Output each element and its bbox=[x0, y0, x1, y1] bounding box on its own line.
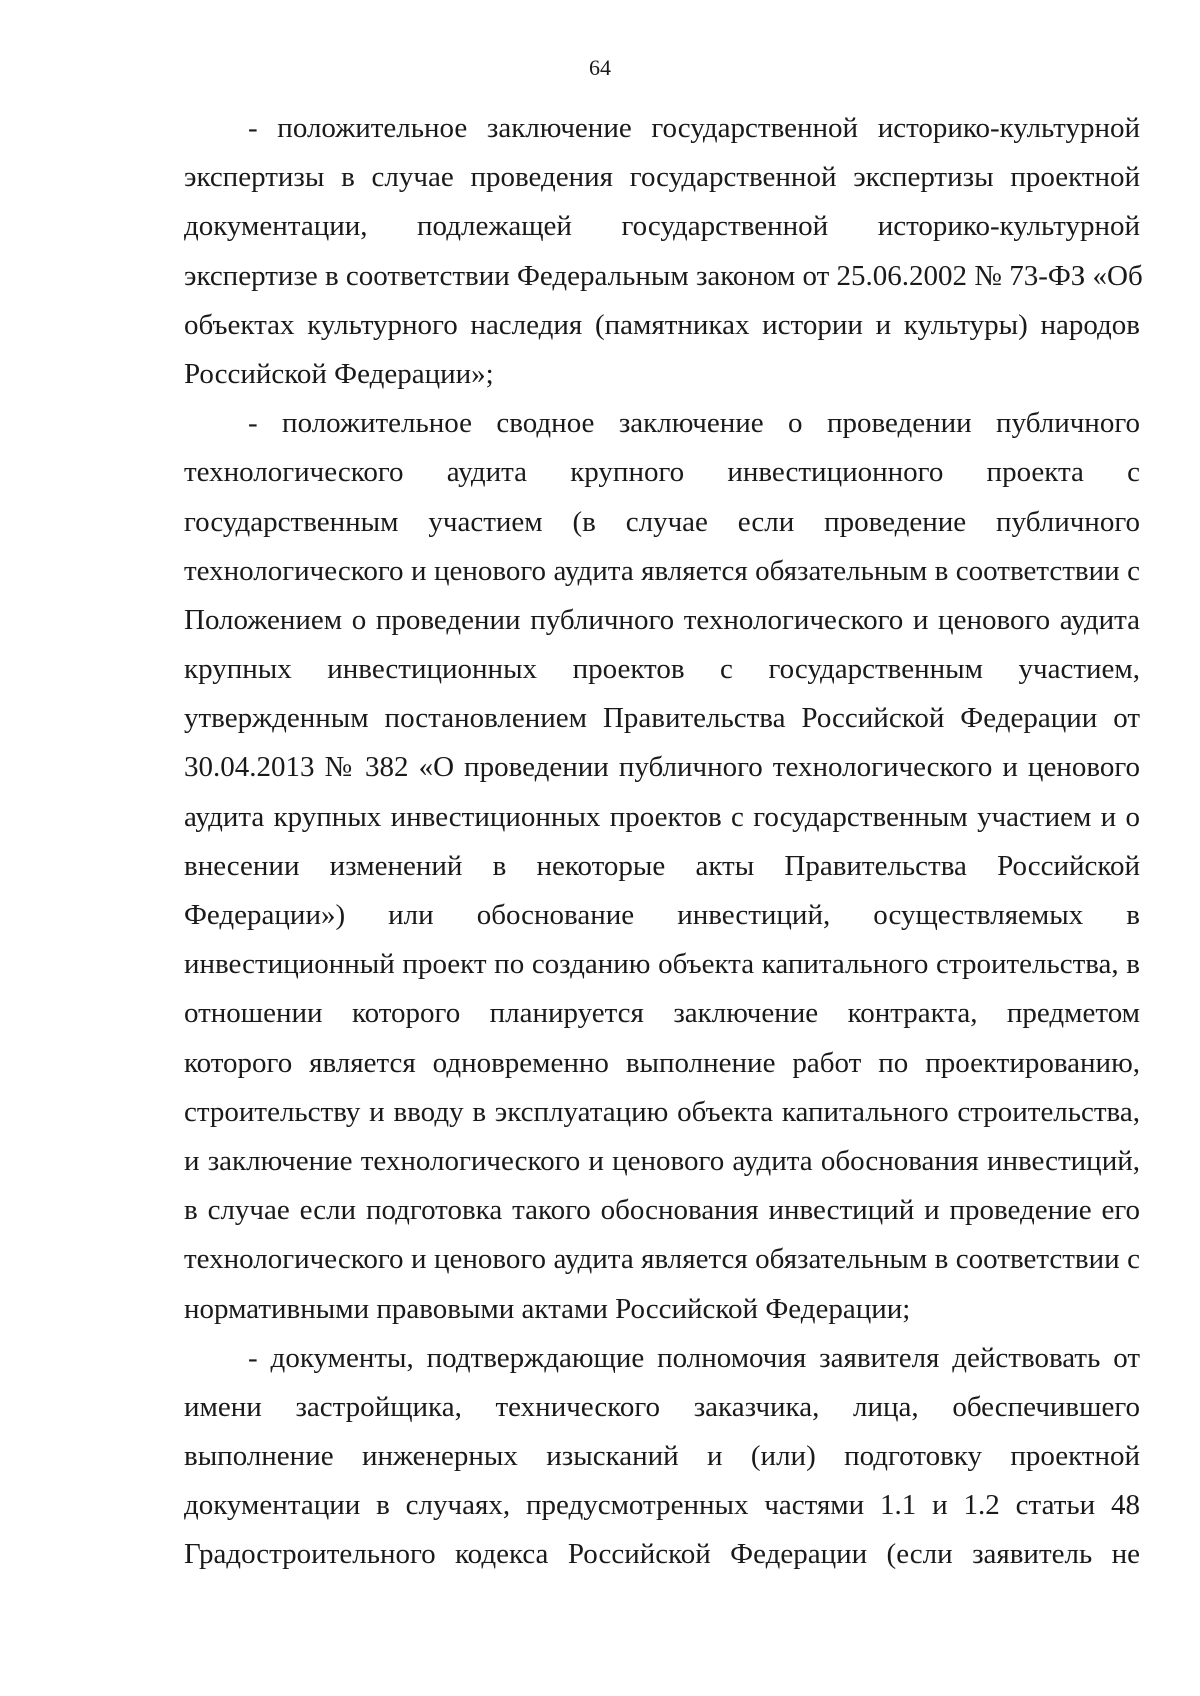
text-line: - документы, подтверждающие полномочия заявителя действовать от bbox=[248, 1341, 1140, 1374]
text-line: технологического и ценового аудита является обязательным в соответствии с bbox=[184, 554, 1140, 587]
text-line: Градостроительного кодекса Российской Федерации (если заявитель не bbox=[184, 1538, 1140, 1571]
text-line: документации в случаях, предусмотренных частями 1.1 и 1.2 статьи 48 bbox=[184, 1489, 1140, 1522]
text-line: утвержденным постановлением Правительства Российской Федерации от bbox=[184, 702, 1140, 735]
text-line: - положительное заключение государственной историко-культурной bbox=[248, 112, 1140, 144]
text-line: внесении изменений в некоторые акты Правительства Российской bbox=[184, 849, 1140, 882]
text-line: выполнение инженерных изысканий и (или) подготовку проектной bbox=[184, 1440, 1140, 1473]
text-line: государственным участием (в случае если проведение публичного bbox=[184, 505, 1140, 538]
body-text bbox=[184, 104, 1143, 1580]
text-line: инвестиционный проект по созданию объекта капитального строительства, в bbox=[184, 948, 1140, 981]
page-number: 64 bbox=[589, 55, 611, 80]
text-line: строительству и вводу в эксплуатацию объекта капитального строительства, bbox=[184, 1095, 1140, 1128]
text-line: Федерации») или обоснование инвестиций, осуществляемых в bbox=[184, 899, 1140, 931]
text-line: имени застройщика, технического заказчика, лица, обеспечившего bbox=[184, 1390, 1140, 1423]
text-line: отношении которого планируется заключение контракта, предметом bbox=[184, 997, 1140, 1030]
text-line: 30.04.2013 № 382 «О проведении публичного технологического и ценового bbox=[184, 751, 1140, 784]
text-line: аудита крупных инвестиционных проектов с государственным участием и о bbox=[184, 800, 1140, 833]
text-line: которого является одновременно выполнение работ по проектированию, bbox=[184, 1046, 1140, 1079]
text-line: технологического и ценового аудита является обязательным в соответствии с bbox=[184, 1243, 1140, 1276]
text-line: в случае если подготовка такого обоснования инвестиций и проведение его bbox=[184, 1194, 1140, 1227]
text-line: экспертизе в соответствии Федеральным законом от 25.06.2002 № 73-ФЗ «Об bbox=[184, 259, 1143, 292]
text-line: - положительное сводное заключение о проведении публичного bbox=[248, 407, 1140, 440]
text-line: объектах культурного наследия (памятниках истории и культуры) народов bbox=[184, 308, 1140, 341]
text-line: нормативными правовыми актами Российской Федерации; bbox=[184, 1292, 911, 1325]
text-line: крупных инвестиционных проектов с государственным участием, bbox=[184, 653, 1140, 686]
text-line: документации, подлежащей государственной историко-культурной bbox=[184, 210, 1140, 243]
text-line: и заключение технологического и ценового аудита обоснования инвестиций, bbox=[184, 1144, 1140, 1177]
text-line: Российской Федерации»; bbox=[184, 357, 494, 390]
text-line: Положением о проведении публичного технологического и ценового аудита bbox=[184, 603, 1140, 636]
text-line: технологического аудита крупного инвестиционного проекта с bbox=[184, 456, 1140, 489]
text-line: экспертизы в случае проведения государственной экспертизы проектной bbox=[184, 161, 1140, 194]
